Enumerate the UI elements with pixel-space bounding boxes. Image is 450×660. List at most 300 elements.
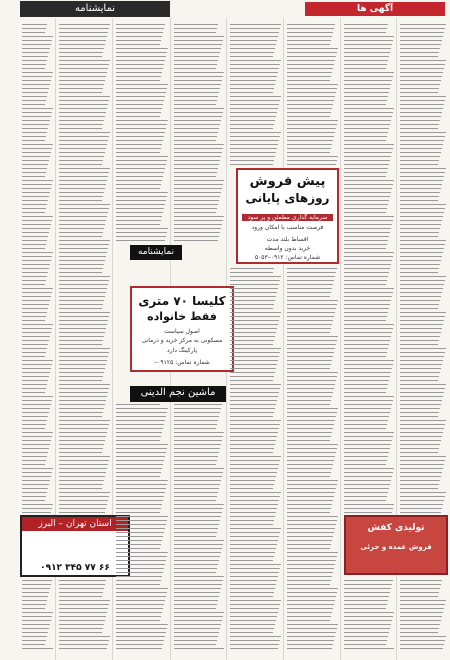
text-line: [22, 28, 46, 29]
text-line: [230, 44, 276, 45]
text-line: [116, 176, 163, 177]
text-line: [287, 500, 333, 501]
text-line: [22, 624, 50, 625]
text-line: [400, 484, 439, 485]
text-line: [230, 60, 281, 61]
text-line: [59, 48, 104, 49]
text-line: [230, 308, 273, 309]
text-line: [344, 596, 389, 597]
text-line: [400, 244, 445, 245]
text-line: [22, 248, 45, 249]
text-line: [116, 132, 165, 133]
text-line: [344, 492, 388, 493]
text-line: [344, 456, 388, 457]
text-line: [116, 456, 165, 457]
text-line: [59, 220, 106, 221]
text-line: [59, 376, 103, 377]
text-line: [344, 368, 392, 369]
text-line: [116, 464, 163, 465]
text-line: [344, 504, 394, 505]
text-line: [116, 552, 168, 553]
text-line: [59, 320, 108, 321]
text-line: [400, 64, 445, 65]
text-line: [174, 484, 220, 485]
text-line: [116, 600, 165, 601]
text-line: [22, 452, 48, 453]
text-line: [344, 164, 389, 165]
text-line: [116, 588, 168, 589]
text-line: [287, 76, 331, 77]
text-line: [116, 180, 162, 181]
text-line: [59, 460, 109, 461]
text-line: [230, 324, 278, 325]
text-line: [59, 132, 110, 133]
text-line: [116, 184, 161, 185]
text-line: [230, 616, 277, 617]
text-line: [22, 132, 47, 133]
text-line: [22, 596, 48, 597]
text-line: [174, 184, 223, 185]
text-line: [116, 140, 163, 141]
text-line: [344, 628, 390, 629]
text-line: [22, 108, 53, 109]
text-line: [287, 288, 332, 289]
text-line: [174, 204, 218, 205]
text-line: [174, 588, 221, 589]
text-line: [344, 484, 390, 485]
text-line: [174, 524, 219, 525]
text-line: [400, 460, 445, 461]
text-line: [22, 620, 51, 621]
text-line: [59, 420, 110, 421]
kelisa-small-2: مسکونی به مرکز خرید و درمانی: [141, 337, 223, 344]
text-line: [116, 128, 166, 129]
text-line: [174, 580, 223, 581]
text-line: [344, 144, 394, 145]
text-line: [400, 240, 446, 241]
text-line: [287, 580, 331, 581]
text-line: [400, 584, 441, 585]
text-line: [174, 452, 219, 453]
text-line: [400, 148, 442, 149]
text-line: [174, 224, 222, 225]
text-line: [230, 612, 278, 613]
text-line: [287, 92, 336, 93]
text-line: [230, 428, 279, 429]
text-line: [22, 612, 53, 613]
text-line: [116, 492, 165, 493]
text-line: [287, 648, 332, 649]
text-line: [230, 288, 278, 289]
text-line: [287, 508, 331, 509]
text-line: [230, 560, 273, 561]
text-line: [400, 128, 438, 129]
text-line: [59, 472, 106, 473]
text-line: [230, 104, 279, 105]
text-line: [116, 548, 160, 549]
text-line: [287, 576, 332, 577]
text-line: [400, 268, 439, 269]
text-line: [116, 484, 167, 485]
text-line: [400, 104, 444, 105]
text-line: [287, 24, 335, 25]
text-line: [230, 128, 273, 129]
text-line: [287, 556, 337, 557]
text-line: [344, 508, 393, 509]
text-line: [59, 640, 109, 641]
text-line: [116, 596, 166, 597]
text-line: [230, 396, 278, 397]
text-line: [344, 464, 386, 465]
text-line: [22, 404, 51, 405]
text-line: [230, 408, 275, 409]
text-line: [287, 80, 330, 81]
text-line: [400, 272, 438, 273]
text-line: [174, 52, 220, 53]
text-line: [116, 192, 168, 193]
text-line: [116, 512, 160, 513]
text-line: [22, 440, 51, 441]
column-divider: [283, 18, 284, 660]
text-line: [174, 168, 218, 169]
text-line: [174, 636, 218, 637]
text-line: [174, 88, 220, 89]
text-line: [59, 392, 108, 393]
text-line: [287, 420, 335, 421]
text-line: [344, 64, 387, 65]
text-line: [344, 32, 386, 33]
text-line: [22, 416, 48, 417]
text-line: [344, 308, 389, 309]
text-line: [116, 240, 165, 241]
text-line: [22, 180, 53, 181]
text-line: [59, 64, 109, 65]
text-line: [230, 552, 275, 553]
text-line: [230, 392, 279, 393]
text-line: [59, 356, 108, 357]
text-line: [59, 112, 106, 113]
text-line: [230, 304, 274, 305]
text-line: [59, 644, 108, 645]
text-line: [59, 384, 110, 385]
text-line: [230, 460, 280, 461]
text-line: [344, 348, 388, 349]
text-line: [116, 644, 163, 645]
text-line: [116, 516, 168, 517]
text-line: [344, 100, 387, 101]
text-line: [230, 484, 274, 485]
text-line: [22, 184, 52, 185]
text-line: [230, 596, 273, 597]
text-line: [116, 616, 161, 617]
text-line: [287, 496, 334, 497]
text-line: [400, 336, 440, 337]
text-line: [116, 120, 168, 121]
text-line: [400, 92, 438, 93]
text-line: [287, 368, 330, 369]
text-line: [287, 28, 334, 29]
text-line: [59, 432, 107, 433]
text-line: [22, 284, 45, 285]
text-line: [22, 172, 46, 173]
text-line: [287, 456, 335, 457]
text-line: [344, 200, 389, 201]
text-line: [116, 220, 161, 221]
text-line: [400, 264, 440, 265]
text-line: [116, 200, 166, 201]
text-line: [59, 236, 102, 237]
text-line: [230, 636, 281, 637]
text-line: [287, 568, 334, 569]
text-line: [400, 68, 444, 69]
text-line: [400, 468, 443, 469]
text-line: [287, 608, 333, 609]
text-line: [174, 208, 217, 209]
text-line: [59, 476, 105, 477]
text-line: [230, 152, 276, 153]
text-line: [22, 296, 51, 297]
text-line: [287, 72, 332, 73]
text-line: [287, 396, 332, 397]
text-line: [59, 624, 104, 625]
text-line: [344, 204, 388, 205]
text-line: [174, 464, 216, 465]
text-line: [174, 92, 219, 93]
text-line: [22, 64, 46, 65]
text-line: [344, 36, 394, 37]
text-line: [230, 400, 277, 401]
text-line: [22, 436, 52, 437]
text-line: [230, 432, 278, 433]
text-line: [287, 128, 336, 129]
text-line: [174, 60, 218, 61]
text-line: [116, 60, 165, 61]
text-line: [287, 348, 335, 349]
text-line: [287, 540, 332, 541]
text-line: [230, 632, 273, 633]
text-line: [344, 300, 391, 301]
text-line: [116, 628, 167, 629]
text-line: [344, 248, 386, 249]
text-line: [287, 524, 336, 525]
text-line: [59, 636, 110, 637]
text-line: [174, 80, 222, 81]
text-line: [116, 620, 160, 621]
text-line: [22, 592, 49, 593]
text-line: [22, 512, 51, 513]
text-line: [230, 316, 280, 317]
text-line: [230, 100, 280, 101]
text-line: [230, 424, 280, 425]
text-line: [59, 36, 107, 37]
text-line: [287, 532, 334, 533]
text-line: [230, 132, 281, 133]
text-line: [344, 332, 392, 333]
text-line: [59, 196, 103, 197]
text-line: [287, 152, 330, 153]
text-line: [400, 636, 446, 637]
text-line: [344, 592, 390, 593]
text-line: [230, 584, 276, 585]
text-line: [230, 360, 278, 361]
text-line: [22, 588, 50, 589]
text-line: [344, 372, 391, 373]
text-line: [400, 508, 442, 509]
text-line: [344, 60, 388, 61]
text-line: [230, 504, 278, 505]
text-line: [22, 56, 48, 57]
text-line: [174, 160, 220, 161]
text-line: [59, 188, 105, 189]
text-line: [344, 124, 390, 125]
text-line: [230, 272, 273, 273]
text-line: [230, 352, 280, 353]
text-line: [174, 500, 216, 501]
text-line: [174, 32, 216, 33]
text-line: [287, 320, 333, 321]
text-line: [116, 104, 163, 105]
text-line: [116, 432, 162, 433]
text-line: [116, 136, 164, 137]
text-line: [287, 156, 338, 157]
text-line: [22, 500, 45, 501]
text-line: [22, 468, 53, 469]
text-line: [22, 136, 46, 137]
text-line: [174, 468, 224, 469]
text-line: [59, 204, 110, 205]
text-line: [59, 612, 107, 613]
text-line: [59, 176, 108, 177]
text-line: [287, 276, 335, 277]
text-line: [344, 580, 393, 581]
text-line: [59, 504, 107, 505]
text-line: [400, 604, 445, 605]
text-line: [344, 128, 389, 129]
text-line: [287, 552, 338, 553]
text-line: [59, 620, 105, 621]
text-line: [59, 60, 110, 61]
text-line: [22, 292, 52, 293]
text-line: [59, 600, 110, 601]
text-line: [344, 240, 388, 241]
text-line: [22, 68, 45, 69]
column-divider: [340, 18, 341, 660]
text-line: [174, 556, 220, 557]
text-line: [287, 412, 337, 413]
text-line: [230, 448, 274, 449]
text-line: [400, 596, 438, 597]
text-line: [22, 276, 47, 277]
text-line: [22, 584, 51, 585]
text-line: [116, 540, 162, 541]
text-line: [116, 448, 167, 449]
text-line: [174, 432, 224, 433]
text-line: [287, 548, 330, 549]
text-line: [230, 600, 281, 601]
text-line: [116, 508, 161, 509]
text-line: [174, 236, 219, 237]
text-line: [174, 40, 223, 41]
text-line: [22, 80, 51, 81]
text-line: [22, 308, 48, 309]
text-line: [22, 52, 49, 53]
text-line: [22, 324, 53, 325]
text-line: [22, 124, 49, 125]
text-line: [287, 44, 330, 45]
text-line: [116, 112, 161, 113]
text-line: [116, 172, 164, 173]
text-line: [344, 404, 392, 405]
text-line: [287, 572, 333, 573]
text-line: [230, 112, 277, 113]
text-line: [400, 276, 446, 277]
text-line: [344, 452, 389, 453]
text-line: [230, 568, 280, 569]
text-line: [116, 52, 167, 53]
text-line: [344, 420, 388, 421]
text-line: [230, 420, 281, 421]
text-line: [174, 616, 223, 617]
text-line: [59, 252, 107, 253]
text-line: [230, 108, 278, 109]
text-line: [22, 260, 51, 261]
text-line: [230, 340, 274, 341]
text-line: [22, 344, 48, 345]
text-line: [116, 64, 164, 65]
text-line: [287, 444, 338, 445]
text-line: [174, 56, 219, 57]
text-line: [344, 600, 388, 601]
text-line: [174, 608, 216, 609]
text-line: [230, 500, 279, 501]
text-line: [116, 488, 166, 489]
text-line: [116, 36, 162, 37]
text-line: [400, 392, 444, 393]
text-line: [230, 124, 274, 125]
text-line: [400, 308, 438, 309]
text-line: [230, 364, 277, 365]
text-line: [116, 88, 167, 89]
text-line: [22, 360, 53, 361]
text-line: [344, 312, 388, 313]
text-line: [230, 68, 279, 69]
tehran-phone: ۰۹۱۲ ۳۴۵ ۷۷ ۶۶: [40, 563, 110, 573]
text-line: [344, 496, 387, 497]
text-line: [400, 108, 443, 109]
text-line: [116, 440, 160, 441]
text-line: [174, 84, 221, 85]
text-line: [230, 516, 275, 517]
text-line: [22, 116, 51, 117]
text-line: [174, 240, 218, 241]
text-line: [59, 40, 106, 41]
text-line: [174, 136, 217, 137]
text-line: [59, 336, 104, 337]
text-line: [400, 620, 441, 621]
sale-sub-1: سرمایه گذاری مطمئن و پر سود: [242, 214, 333, 221]
text-line: [287, 592, 337, 593]
text-line: [400, 48, 440, 49]
text-line: [400, 320, 444, 321]
text-line: [230, 76, 277, 77]
text-line: [400, 156, 440, 157]
text-line: [230, 148, 277, 149]
text-line: [22, 128, 48, 129]
text-line: [22, 232, 49, 233]
text-line: [287, 476, 330, 477]
text-line: [22, 496, 46, 497]
text-line: [344, 104, 386, 105]
